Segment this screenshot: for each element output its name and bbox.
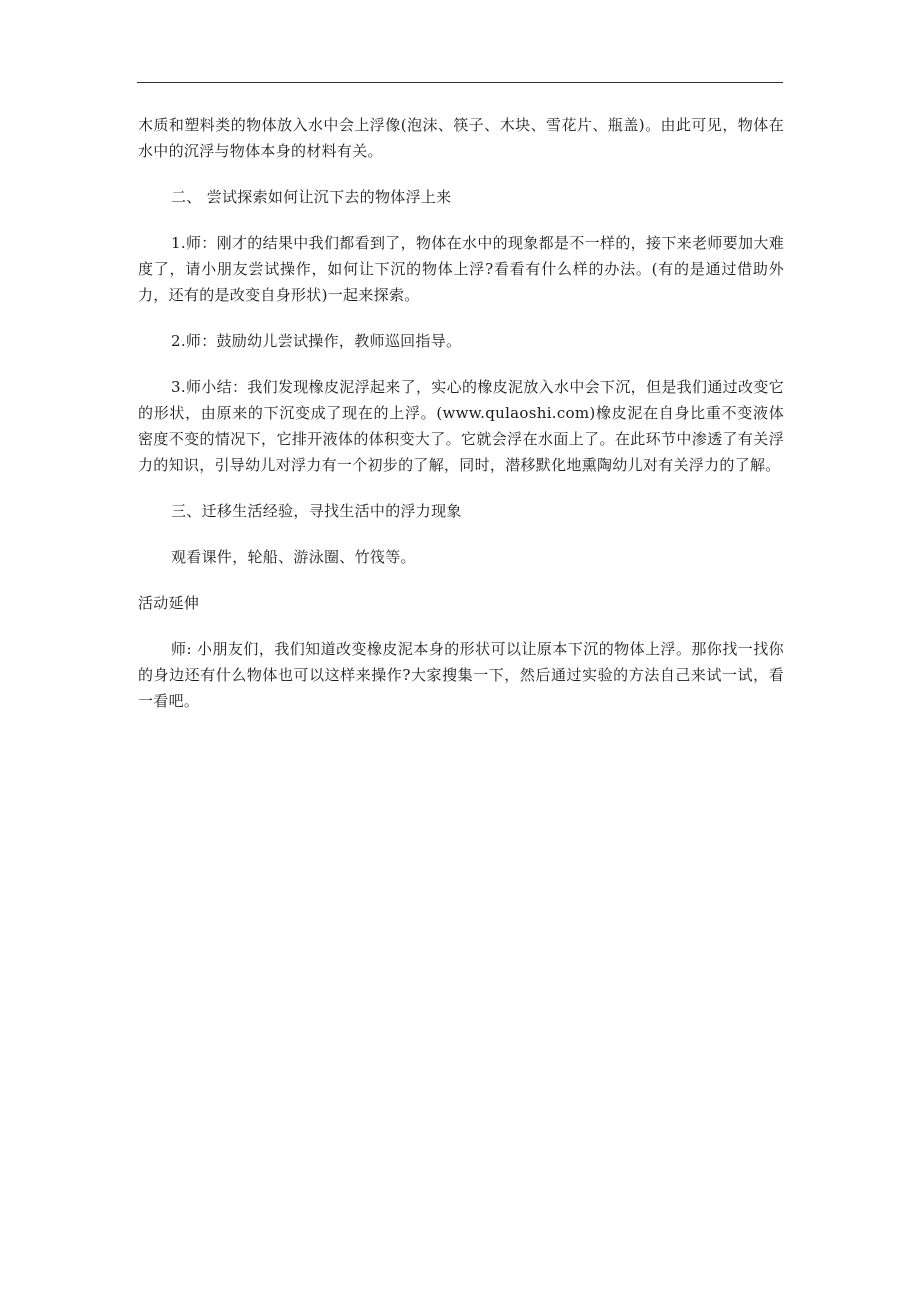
paragraph-step-1: 1.师：刚才的结果中我们都看到了，物体在水中的现象都是不一样的，接下来老师要加大难度了，请小朋友尝试操作，如何让下沉的物体上浮?看看有什么样的办法。(有的是通过借助外力，还有的是改变自身形状)一起来探索。 <box>138 234 784 304</box>
paragraph-material-conclusion: 木质和塑料类的物体放入水中会上浮像(泡沫、筷子、木块、雪花片、瓶盖)。由此可见，物体在水中的沉浮与物体本身的材料有关。 <box>138 116 784 160</box>
paragraph-courseware: 观看课件，轮船、游泳圈、竹筏等。 <box>171 548 416 566</box>
paragraph-extension: 师: 小朋友们，我们知道改变橡皮泥本身的形状可以让原本下沉的物体上浮。那你找一找你的身边还有什么物体也可以这样来操作?大家搜集一下，然后通过实验的方法自己来试一试，看一看吧。 <box>138 640 784 710</box>
section-heading-3: 三、迁移生活经验，寻找生活中的浮力现象 <box>171 502 462 520</box>
document-body <box>138 112 784 734</box>
section-heading-extension: 活动延伸 <box>138 594 200 612</box>
header-rule <box>137 82 783 83</box>
section-heading-2: 二、 尝试探索如何让沉下去的物体浮上来 <box>171 188 452 206</box>
paragraph-step-3-summary: 3.师小结：我们发现橡皮泥浮起来了，实心的橡皮泥放入水中会下沉，但是我们通过改变它的形状，由原来的下沉变成了现在的上浮。(www.qulaoshi.com)橡皮泥在自身比重不变液体密度不变的情况下，它排开液体的体积变大了。它就会浮在水面上了。在此环节中渗透了有关浮力的知识，引导幼儿对浮力有一个初步的了解，同时，潜移默化地熏陶幼儿对有关浮力的了解。 <box>138 378 784 474</box>
paragraph-step-2: 2.师：鼓励幼儿尝试操作，教师巡回指导。 <box>171 332 462 350</box>
